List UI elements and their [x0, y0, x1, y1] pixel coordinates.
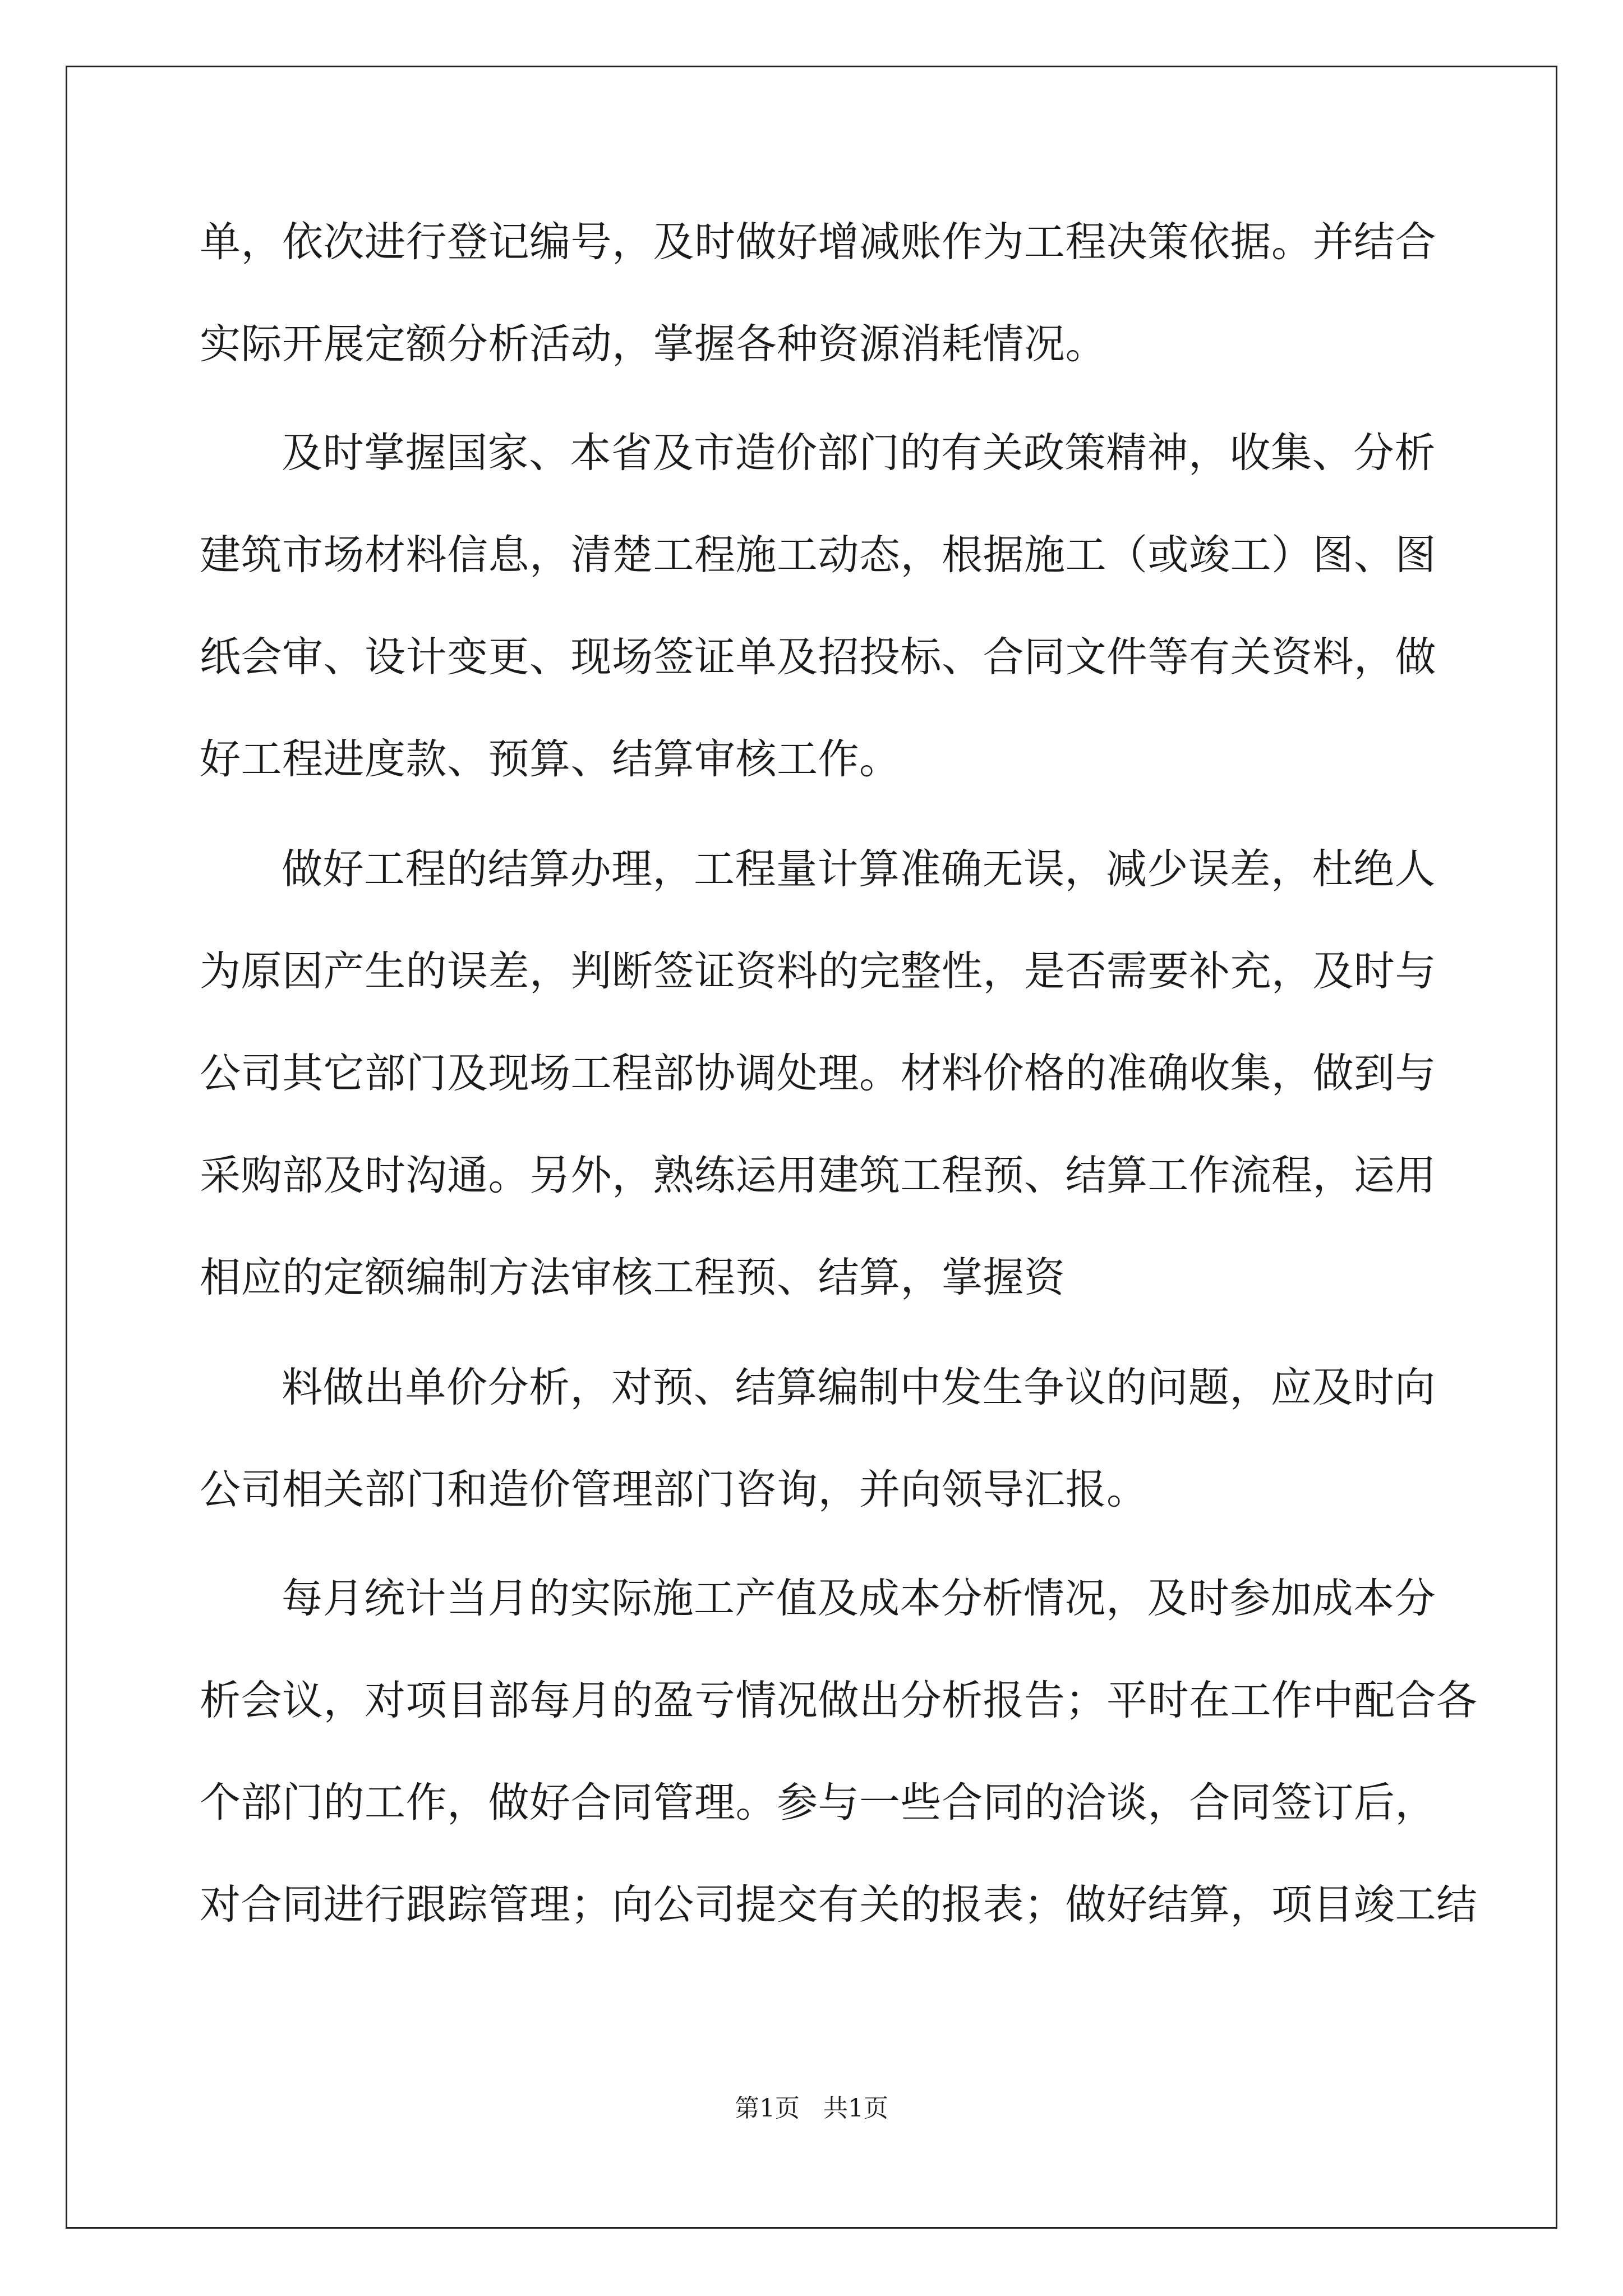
text-line: 相应的定额编制方法审核工程预、结算，掌握资 [200, 1254, 1066, 1301]
paragraph-start-line: 及时掌握国家、本省及市造价部门的有关政策精神，收集、分析 [282, 429, 1436, 477]
text-line: 实际开展定额分析活动，掌握各种资源消耗情况。 [200, 320, 1106, 368]
page-number: 第1页 [735, 2094, 800, 2123]
text-line: 单，依次进行登记编号，及时做好增减账作为工程决策依据。并结合 [200, 218, 1436, 266]
text-line: 公司其它部门及现场工程部协调处理。材料价格的准确收集，做到与 [200, 1050, 1436, 1097]
text-line: 采购部及时沟通。另外，熟练运用建筑工程预、结算工作流程，运用 [200, 1152, 1436, 1199]
page-footer [0, 2088, 1623, 2124]
paragraph-start-line: 做好工程的结算办理，工程量计算准确无误，减少误差，杜绝人 [282, 845, 1436, 893]
text-line: 个部门的工作，做好合同管理。参与一些合同的洽谈，合同签订后， [200, 1779, 1436, 1826]
text-line: 纸会审、设计变更、现场签证单及招投标、合同文件等有关资料，做 [200, 633, 1436, 681]
page-total: 共1页 [823, 2094, 888, 2123]
text-line: 对合同进行跟踪管理；向公司提交有关的报表；做好结算，项目竣工结 [200, 1881, 1478, 1929]
text-line: 公司相关部门和造价管理部门咨询，并向领导汇报。 [200, 1466, 1148, 1513]
text-line: 为原因产生的误差，判断签证资料的完整性，是否需要补充，及时与 [200, 947, 1436, 995]
text-line: 建筑市场材料信息，清楚工程施工动态，根据施工（或竣工）图、图 [200, 531, 1436, 579]
text-line: 好工程进度款、预算、结算审核工作。 [200, 735, 901, 783]
paragraph-start-line: 每月统计当月的实际施工产值及成本分析情况，及时参加成本分 [282, 1575, 1436, 1622]
paragraph-start-line: 料做出单价分析，对预、结算编制中发生争议的问题，应及时向 [282, 1364, 1436, 1411]
text-line: 析会议，对项目部每月的盈亏情况做出分析报告；平时在工作中配合各 [200, 1677, 1478, 1724]
